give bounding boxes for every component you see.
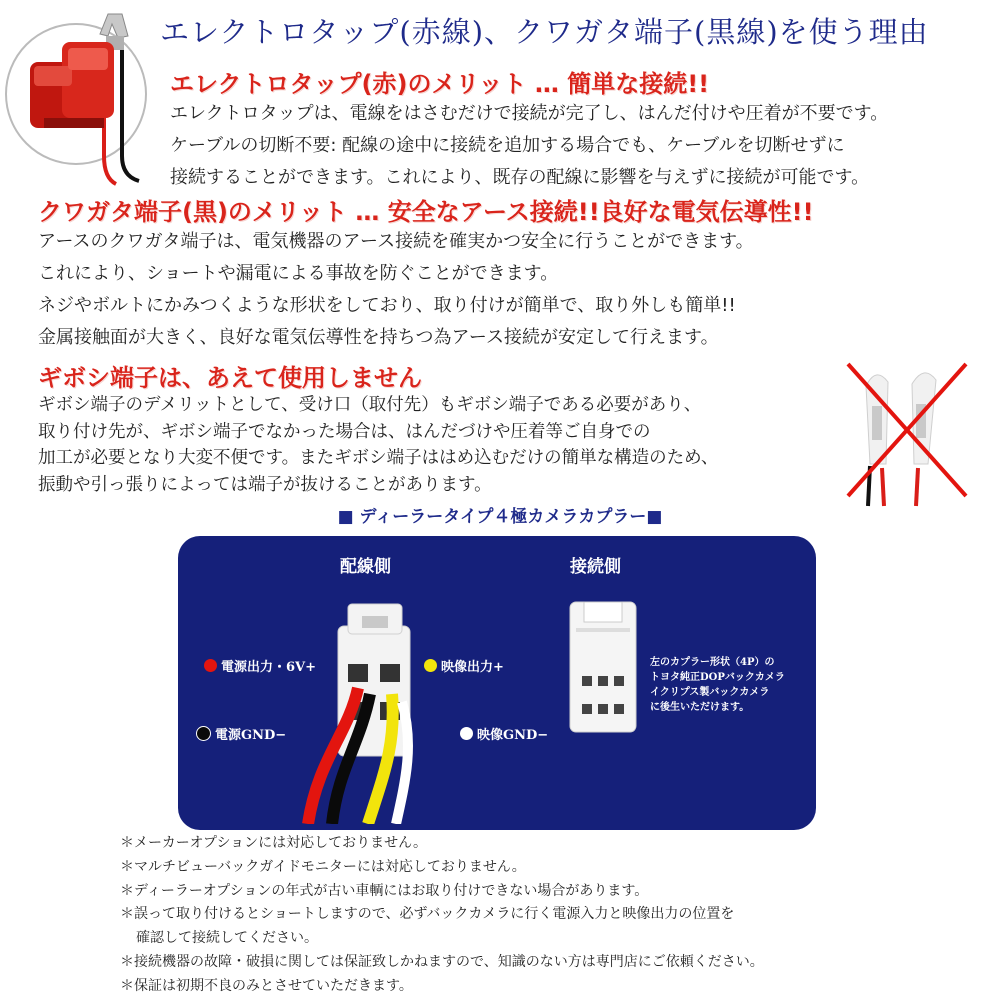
red-dot-icon xyxy=(204,659,217,672)
text-line: ケーブルの切断不要: 配線の途中に接続を追加する場合でも、ケーブルを切断せずに xyxy=(170,135,845,156)
electro-tap-text xyxy=(170,98,888,194)
text-line: 加工が必要となり大変不便です。またギボシ端子ははめ込むだけの簡単な構造のため、 xyxy=(38,448,719,468)
fork-terminal-heading: クワガタ端子(黒)のメリット … 安全なアース接続!!良好な電気伝導性!! xyxy=(38,198,814,226)
bullet-terminal-heading: ギボシ端子は、あえて使用しません xyxy=(38,364,422,392)
text-line: 振動や引っ張りによっては端子が抜けることがあります。 xyxy=(38,474,492,495)
fork-terminal-text xyxy=(38,226,754,354)
note-item: ＊誤って取り付けるとショートしますので、必ずバックカメラに行く電源入力と映像出力の位置を xyxy=(120,906,735,923)
pin-label-text: 電源出力・6V+ xyxy=(221,660,317,675)
text-line: ギボシ端子のデメリットとして、受け口（取付先）もギボシ端子である必要があり、 xyxy=(38,395,702,415)
white-dot-icon xyxy=(460,727,473,740)
wiring-side-label: 配線側 xyxy=(340,557,391,577)
note-item: 確認して接続してください。 xyxy=(136,930,318,947)
pin-label-text: 電源GND− xyxy=(215,728,287,743)
text-line: 金属接触面が大きく、良好な電気伝導性を持ちつ為アース接続が安定して行えます。 xyxy=(38,327,719,348)
note-item: ＊マルチビューバックガイドモニターには対応しておりません。 xyxy=(120,858,526,875)
wiring-side-connector xyxy=(288,584,488,824)
notes-list xyxy=(120,832,764,999)
note-item: ＊メーカーオプションには対応しておりません。 xyxy=(120,835,428,851)
note-line: イクリプス製バックカメラ xyxy=(650,687,770,698)
connection-side-connector xyxy=(566,598,646,738)
pin-power-label xyxy=(204,656,316,675)
text-line: 接続することができます。これにより、既存の配線に影響を与えずに接続が可能です。 xyxy=(170,167,870,188)
text-line: これにより、ショートや漏電による事故を防ぐことができます。 xyxy=(38,263,559,284)
bullet-terminal-crossed-photo xyxy=(842,356,972,516)
note-line: に後生いただけます。 xyxy=(650,702,750,713)
note-item: ＊ディーラーオプションの年式が古い車輌にはお取り付けできない場合があります。 xyxy=(120,882,649,899)
text-line: 取り付け先が、ギボシ端子でなかった場合は、はんだづけや圧着等ご自身での xyxy=(38,421,651,442)
diagram-caption: ■ ディーラータイプ４極カメラカプラー■ xyxy=(337,507,663,527)
note-item: ＊接続機器の故障・破損に関しては保証致しかねますので、知識のない方は専門店にご依頼ください。 xyxy=(120,953,764,970)
electro-tap-heading: エレクトロタップ(赤)のメリット … 簡単な接続!! xyxy=(170,70,710,98)
pin-gnd-label xyxy=(196,724,286,743)
pin-label-text: 映像GND− xyxy=(477,728,549,743)
text-line: アースのクワガタ端子は、電気機器のアース接続を確実かつ安全に行うことができます。 xyxy=(38,231,754,252)
connect-side-label: 接続側 xyxy=(570,557,621,577)
text-line: ネジやボルトにかみつくような形状をしており、取り付けが簡単で、取り外しも簡単!! xyxy=(38,295,736,316)
pin-video-label xyxy=(424,656,504,675)
pin-video-gnd-label xyxy=(460,724,548,743)
note-line: トヨタ純正DOPバックカメラ xyxy=(650,672,785,683)
text-line: エレクトロタップは、電線をはさむだけで接続が完了し、はんだ付けや圧着が不要です。 xyxy=(170,103,889,124)
compat-note xyxy=(650,655,810,715)
electro-tap-photo xyxy=(4,6,164,186)
black-dot-icon xyxy=(196,726,211,741)
note-item: ＊保証は初期不良のみとさせていただきます。 xyxy=(120,977,413,994)
pin-label-text: 映像出力+ xyxy=(441,660,504,675)
yellow-dot-icon xyxy=(424,659,437,672)
page-title: エレクトロタップ(赤線)、クワガタ端子(黒線)を使う理由 xyxy=(160,15,929,49)
bullet-terminal-text xyxy=(38,392,718,498)
note-line: 左のカプラー形状（4P）の xyxy=(650,657,775,668)
